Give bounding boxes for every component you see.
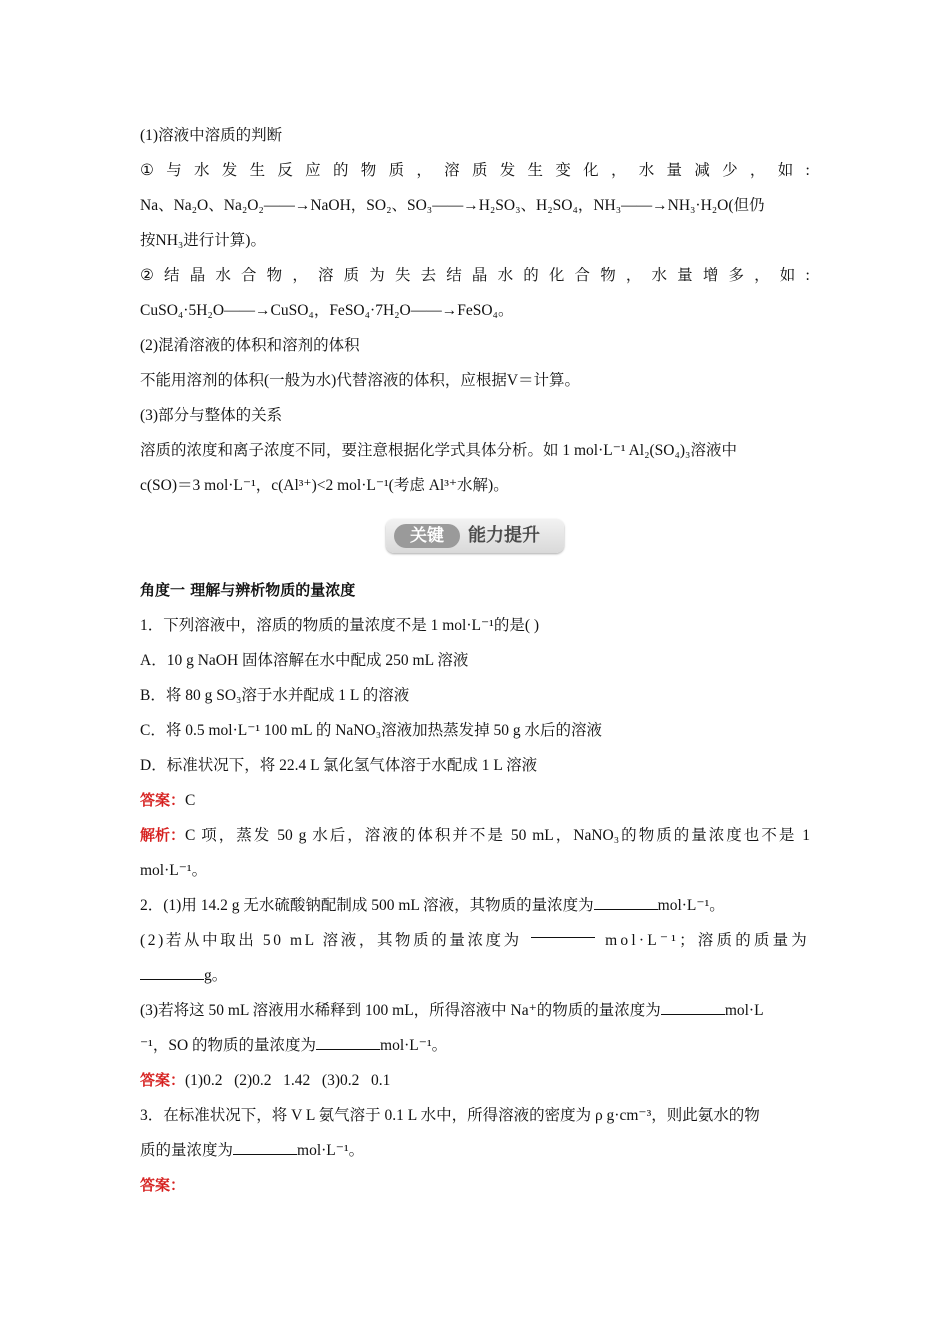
spaced-char: : xyxy=(805,162,810,179)
spaced-char: 增 xyxy=(702,267,719,284)
spaced-char: 水 xyxy=(638,162,655,179)
q2-part3-cont-unit: mol·L⁻¹。 xyxy=(380,1037,448,1054)
q2-part2-text: (2)若从中取出 50 mL 溶液，其物质的量浓度为 xyxy=(140,932,522,949)
q3-part2 xyxy=(140,1133,810,1168)
spaced-char: 结 xyxy=(446,267,462,284)
section1-item1-intro xyxy=(140,153,810,188)
answer-blank[interactable] xyxy=(316,1035,380,1050)
q3-part2-unit: mol·L⁻¹。 xyxy=(297,1142,365,1159)
spaced-char: ② xyxy=(140,267,154,284)
q2-answer xyxy=(140,1063,810,1098)
spaced-char: 合 xyxy=(241,267,257,284)
answer-text: (1)0.2 (2)0.2 1.42 (3)0.2 0.1 xyxy=(185,1072,391,1089)
spaced-char: 质 xyxy=(388,162,405,179)
q2-part2-gram: g。 xyxy=(204,967,228,984)
section1-item2-intro xyxy=(140,258,810,293)
answer-blank[interactable] xyxy=(140,965,204,980)
spaced-char: 水 xyxy=(215,267,231,284)
spaced-char: ， xyxy=(416,162,432,179)
answer-blank[interactable] xyxy=(661,1000,725,1015)
q2-part2 xyxy=(140,923,810,958)
spaced-char: 合 xyxy=(574,267,591,284)
key-ability-banner xyxy=(386,519,564,553)
spaced-char: ， xyxy=(754,267,770,284)
banner-tag: 关键 xyxy=(394,524,460,548)
q1-stem: 1．下列溶液中，溶质的物质的量浓度不是 1 mol·L⁻¹的是( ) xyxy=(140,617,540,634)
spaced-char: 晶 xyxy=(189,267,206,284)
spaced-char: 的 xyxy=(332,162,349,179)
document-body xyxy=(140,118,810,1203)
answer-label: 答案： xyxy=(140,1071,186,1089)
spaced-char: 量 xyxy=(677,267,693,284)
spaced-char: 化 xyxy=(583,162,599,179)
spaced-char: 失 xyxy=(394,267,411,284)
q2-part1-unit: mol·L⁻¹。 xyxy=(657,897,725,914)
q1-answer xyxy=(140,783,810,818)
q1-option-a: A．10 g NaOH 固体溶解在水中配成 250 mL 溶液 xyxy=(140,652,469,669)
spaced-char: 减 xyxy=(694,162,710,179)
q2-part3-unit: mol·L xyxy=(724,1002,764,1019)
q2-part3-text: (3)若将这 50 mL 溶液用水稀释到 100 mL，所得溶液中 Na⁺的物质的量浓度为 xyxy=(140,1002,661,1019)
q1-option-c: C．将 0.5 mol·L⁻¹ 100 mL 的 NaNO₃溶液加热蒸发掉 50 g 水后的溶液 xyxy=(140,722,602,739)
answer-label: 答案： xyxy=(140,1176,186,1194)
analysis-label: 解析： xyxy=(140,826,186,844)
spaced-char: 水 xyxy=(651,267,668,284)
angle-heading: 角度一 理解与辨析物质的量浓度 xyxy=(140,581,356,599)
q2-part2-unit: mol·L⁻¹；溶质的质量为 xyxy=(605,932,810,949)
spaced-char: 生 xyxy=(249,162,266,179)
answer-label: 答案： xyxy=(140,791,186,809)
spaced-char: 应 xyxy=(305,162,321,179)
q1-option-d: D．标准状况下，将 22.4 L 氯化氢气体溶于水配成 1 L 溶液 xyxy=(140,757,538,774)
spaced-char: ， xyxy=(749,162,766,179)
spaced-char: 水 xyxy=(497,267,514,284)
spaced-char: 量 xyxy=(666,162,683,179)
spaced-char: 与 xyxy=(166,162,182,179)
spaced-char: 如 xyxy=(779,267,796,284)
section1-item2-equation: CuSO₄·5H₂O——→CuSO₄，FeSO₄·7H₂O——→FeSO₄。 xyxy=(140,302,514,319)
section3-text1: 溶质的浓度和离子浓度不同，要注意根据化学式具体分析。如 1 mol·L⁻¹ Al₂(SO₄)₃溶液中 xyxy=(140,442,737,459)
spaced-char: ， xyxy=(292,267,308,284)
spaced-char: 变 xyxy=(555,162,571,179)
spaced-char: 物 xyxy=(600,267,616,284)
spaced-char: : xyxy=(805,267,810,284)
spaced-char: 晶 xyxy=(471,267,488,284)
section3-text2: c(SO)＝3 mol·L⁻¹，c(Al³⁺)<2 mol·L⁻¹(考虑 Al³⁺水解)。 xyxy=(140,477,509,494)
spaced-char: 溶 xyxy=(317,267,334,284)
spaced-char: 发 xyxy=(221,162,238,179)
spaced-char: 物 xyxy=(266,267,283,284)
spaced-char: 多 xyxy=(728,267,744,284)
spaced-char: 结 xyxy=(164,267,180,284)
spaced-char: 质 xyxy=(471,162,488,179)
q1-option-b: B．将 80 g SO₃溶于水并配成 1 L 的溶液 xyxy=(140,687,410,704)
spaced-char: 化 xyxy=(548,267,565,284)
spaced-char: ① xyxy=(140,162,154,179)
q2-part3-cont xyxy=(140,1028,810,1063)
spaced-char: 水 xyxy=(193,162,210,179)
answer-blank[interactable] xyxy=(531,923,595,938)
spaced-char: 如 xyxy=(777,162,794,179)
q2-part2-end xyxy=(140,958,810,993)
q3-answer xyxy=(140,1168,810,1203)
section3-heading: (3)部分与整体的关系 xyxy=(140,407,283,424)
spaced-char: 生 xyxy=(527,162,544,179)
spaced-char: 为 xyxy=(369,267,385,284)
section1-item1-equation: Na、Na₂O、Na₂O₂——→NaOH，SO₂、SO₃——→H₂SO₃、H₂SO₄，NH₃——→NH₃·H₂O(但仍 xyxy=(140,197,765,214)
answer-blank[interactable] xyxy=(233,1140,297,1155)
spaced-char: 发 xyxy=(499,162,516,179)
spaced-char: ， xyxy=(610,162,627,179)
q2-part3-cont-text: ⁻¹，SO 的物质的量浓度为 xyxy=(140,1037,317,1054)
spaced-char: 反 xyxy=(277,162,293,179)
q2-part1 xyxy=(140,888,810,923)
q1-analysis-end: mol·L⁻¹。 xyxy=(140,862,208,879)
section2-text: 不能用溶剂的体积(一般为水)代替溶液的体积，应根据V＝计算。 xyxy=(140,372,581,389)
spaced-char: 物 xyxy=(360,162,377,179)
banner-title: 能力提升 xyxy=(468,525,540,546)
analysis-text: C 项，蒸发 50 g 水后，溶液的体积并不是 50 mL，NaNO₃的物质的量浓度也不是 1 xyxy=(185,827,810,844)
q3-part1: 3．在标准状况下，将 V L 氨气溶于 0.1 L 水中，所得溶液的密度为 ρ g·cm⁻³，则此氨水的物 xyxy=(140,1107,760,1124)
spaced-char: 溶 xyxy=(444,162,460,179)
section1-heading: (1)溶液中溶质的判断 xyxy=(140,127,283,144)
q3-part2-text: 质的量浓度为 xyxy=(140,1142,234,1159)
spaced-char: 的 xyxy=(523,267,539,284)
section1-item1-end: 按NH₃进行计算)。 xyxy=(140,232,266,249)
section2-heading: (2)混淆溶液的体积和溶剂的体积 xyxy=(140,337,360,354)
spaced-char: 少 xyxy=(722,162,738,179)
q2-part1-text: 2．(1)用 14.2 g 无水硫酸钠配制成 500 mL 溶液，其物质的量浓度为 xyxy=(140,897,594,914)
spaced-char: ， xyxy=(625,267,642,284)
q1-analysis xyxy=(140,818,810,853)
spaced-char: 质 xyxy=(343,267,360,284)
q2-part3 xyxy=(140,993,810,1028)
spaced-char: 去 xyxy=(420,267,437,284)
answer-text: C xyxy=(185,792,196,809)
answer-blank[interactable] xyxy=(594,895,658,910)
